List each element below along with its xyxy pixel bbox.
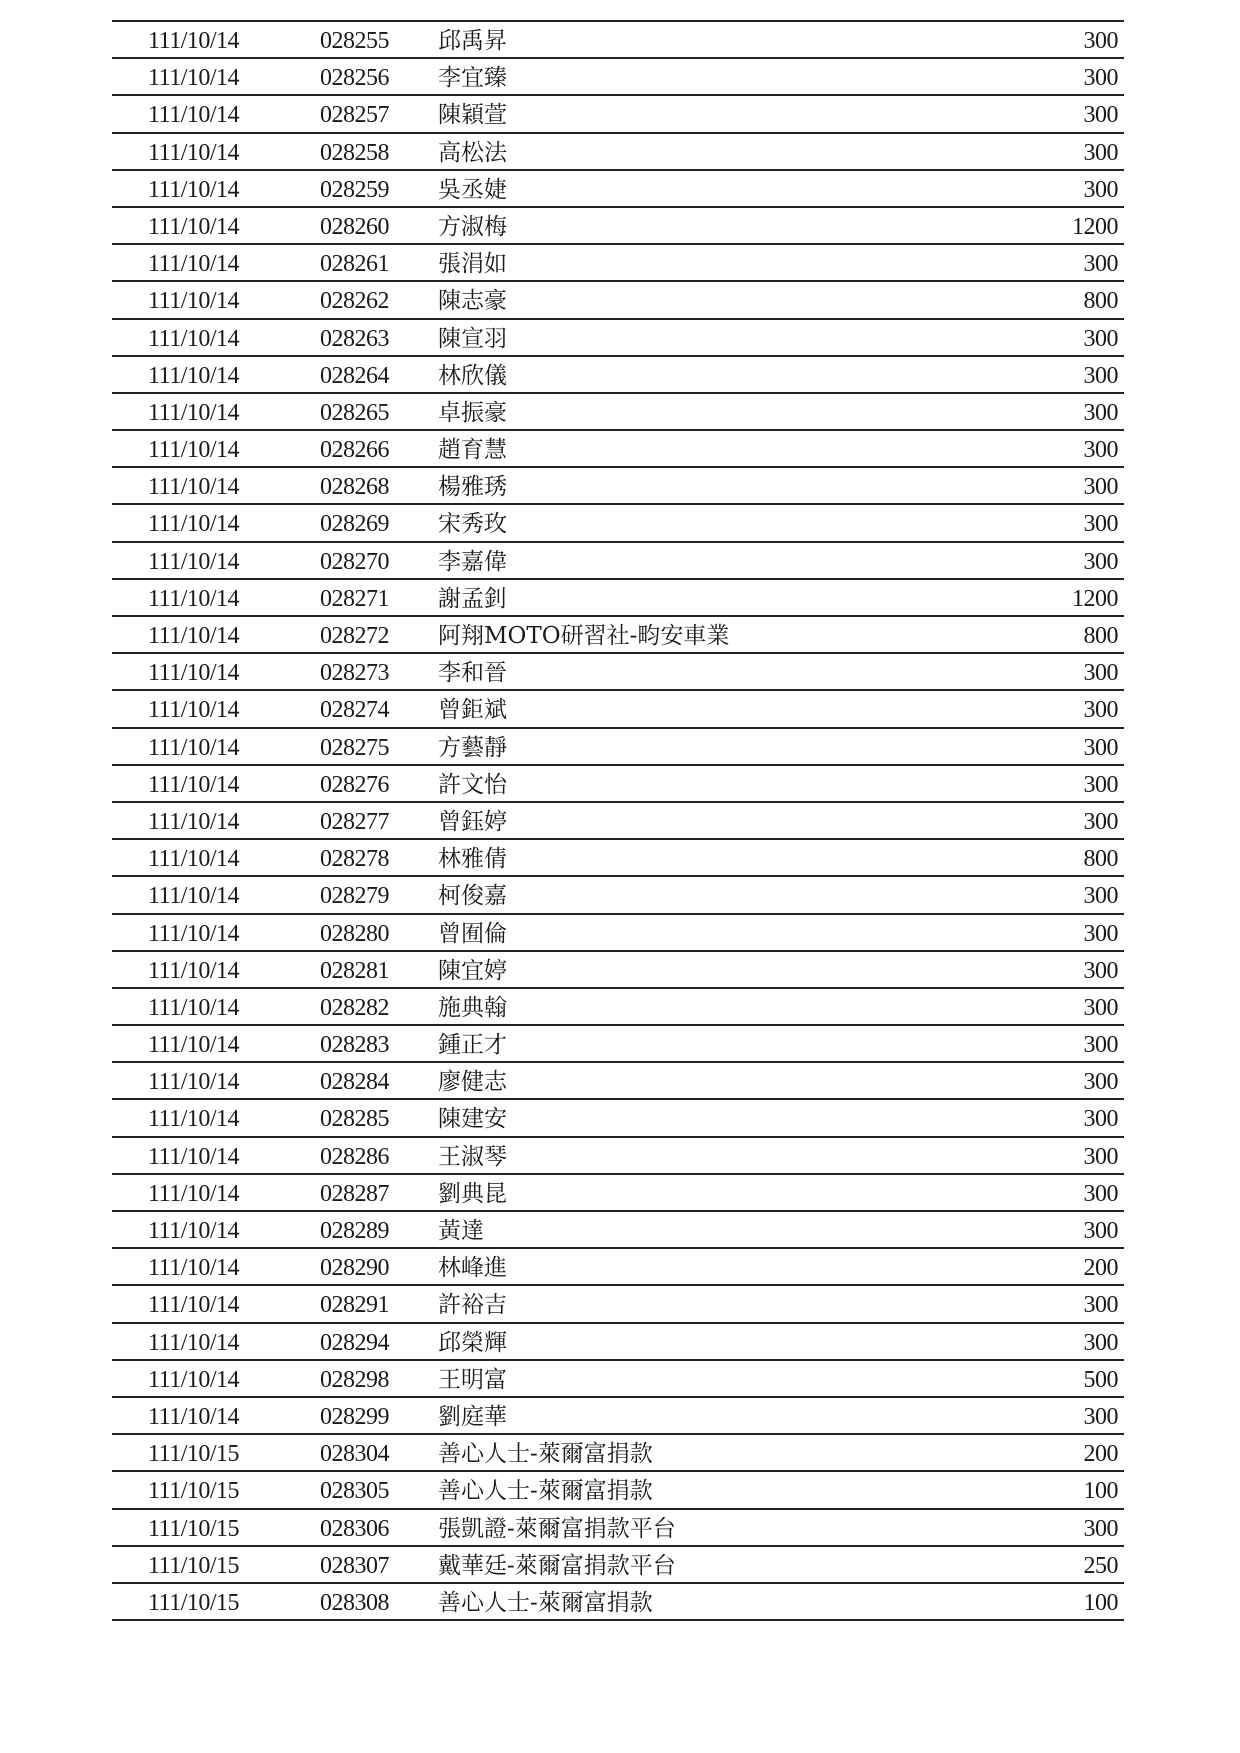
receipt-number-cell: 028262 <box>320 288 389 315</box>
amount-cell: 300 <box>1083 65 1118 92</box>
amount-cell: 300 <box>1083 139 1118 166</box>
receipt-number-cell: 028284 <box>320 1069 389 1096</box>
receipt-number-cell: 028294 <box>320 1329 389 1356</box>
donor-name-cell: 方藝靜 <box>438 734 507 761</box>
amount-cell: 300 <box>1083 1292 1118 1319</box>
amount-cell: 300 <box>1083 1032 1118 1059</box>
donor-name-cell: 戴華廷-萊爾富捐款平台 <box>438 1552 676 1579</box>
table-row <box>112 580 1124 617</box>
table-row <box>112 691 1124 728</box>
date-cell: 111/10/14 <box>148 660 240 687</box>
amount-cell: 800 <box>1083 288 1118 315</box>
amount-cell: 200 <box>1083 1441 1118 1468</box>
table-row <box>112 1547 1124 1584</box>
donor-name-cell: 張凱證-萊爾富捐款平台 <box>438 1515 676 1542</box>
date-cell: 111/10/14 <box>148 1180 240 1207</box>
amount-cell: 1200 <box>1072 213 1118 240</box>
receipt-number-cell: 028277 <box>320 808 389 835</box>
table-row <box>112 952 1124 989</box>
amount-cell: 300 <box>1083 1403 1118 1430</box>
table-row <box>112 1249 1124 1286</box>
date-cell: 111/10/15 <box>148 1515 240 1542</box>
amount-cell: 300 <box>1083 994 1118 1021</box>
receipt-number-cell: 028298 <box>320 1366 389 1393</box>
donor-name-cell: 曾鈺婷 <box>438 808 507 835</box>
donor-name-cell: 劉庭華 <box>438 1403 507 1430</box>
receipt-number-cell: 028271 <box>320 585 389 612</box>
table-row <box>112 1063 1124 1100</box>
date-cell: 111/10/14 <box>148 102 240 129</box>
donor-name-cell: 吳丞婕 <box>438 176 507 203</box>
table-row <box>112 505 1124 542</box>
date-cell: 111/10/14 <box>148 548 240 575</box>
amount-cell: 800 <box>1083 846 1118 873</box>
receipt-number-cell: 028290 <box>320 1255 389 1282</box>
amount-cell: 300 <box>1083 1515 1118 1542</box>
donor-name-cell: 林欣儀 <box>438 362 507 389</box>
amount-cell: 300 <box>1083 1143 1118 1170</box>
receipt-number-cell: 028278 <box>320 846 389 873</box>
date-cell: 111/10/15 <box>148 1552 240 1579</box>
date-cell: 111/10/14 <box>148 1329 240 1356</box>
table-row <box>112 989 1124 1026</box>
amount-cell: 100 <box>1083 1478 1118 1505</box>
amount-cell: 300 <box>1083 957 1118 984</box>
donor-name-cell: 李嘉偉 <box>438 548 507 575</box>
amount-cell: 1200 <box>1072 585 1118 612</box>
donor-name-cell: 黃達 <box>438 1218 484 1244</box>
amount-cell: 300 <box>1083 660 1118 687</box>
donor-name-cell: 謝孟釗 <box>438 585 507 612</box>
table-row <box>112 468 1124 505</box>
donor-name-cell: 廖健志 <box>438 1069 507 1096</box>
receipt-number-cell: 028275 <box>320 734 389 761</box>
amount-cell: 300 <box>1083 1180 1118 1207</box>
donor-name-cell: 林雅倩 <box>438 846 507 873</box>
date-cell: 111/10/14 <box>148 213 240 240</box>
date-cell: 111/10/14 <box>148 474 240 501</box>
date-cell: 111/10/14 <box>148 734 240 761</box>
receipt-number-cell: 028258 <box>320 139 389 166</box>
table-row <box>112 1472 1124 1509</box>
table-row <box>112 617 1124 654</box>
receipt-number-cell: 028291 <box>320 1292 389 1319</box>
donor-name-cell: 邱榮輝 <box>438 1329 507 1356</box>
donor-name-cell: 高松法 <box>438 139 507 166</box>
receipt-number-cell: 028259 <box>320 176 389 203</box>
table-row <box>112 1026 1124 1063</box>
date-cell: 111/10/14 <box>148 1292 240 1319</box>
receipt-number-cell: 028289 <box>320 1218 389 1244</box>
table-row <box>112 134 1124 171</box>
date-cell: 111/10/14 <box>148 288 240 315</box>
receipt-number-cell: 028282 <box>320 994 389 1021</box>
receipt-number-cell: 028269 <box>320 511 389 538</box>
donor-name-cell: 邱禹昇 <box>438 28 507 54</box>
receipt-number-cell: 028270 <box>320 548 389 575</box>
table-row <box>112 1100 1124 1137</box>
amount-cell: 300 <box>1083 1329 1118 1356</box>
donor-name-cell: 曾囿倫 <box>438 920 507 947</box>
table-row <box>112 1398 1124 1435</box>
receipt-number-cell: 028279 <box>320 883 389 910</box>
table-row <box>112 22 1124 59</box>
receipt-number-cell: 028287 <box>320 1180 389 1207</box>
amount-cell: 300 <box>1083 1106 1118 1133</box>
donor-name-cell: 宋秀玫 <box>438 511 507 538</box>
amount-cell: 300 <box>1083 1069 1118 1096</box>
donor-name-cell: 李宜臻 <box>438 65 507 92</box>
amount-cell: 100 <box>1083 1589 1118 1616</box>
amount-cell: 800 <box>1083 623 1118 649</box>
donor-name-cell: 陳宣羽 <box>438 325 507 352</box>
table-row <box>112 171 1124 208</box>
date-cell: 111/10/14 <box>148 28 240 54</box>
amount-cell: 500 <box>1083 1366 1118 1393</box>
amount-cell: 300 <box>1083 920 1118 947</box>
donor-name-cell: 善心人士-萊爾富捐款 <box>438 1589 653 1616</box>
donation-ledger-table <box>112 20 1124 1621</box>
date-cell: 111/10/14 <box>148 1069 240 1096</box>
receipt-number-cell: 028285 <box>320 1106 389 1133</box>
receipt-number-cell: 028266 <box>320 437 389 464</box>
date-cell: 111/10/14 <box>148 920 240 947</box>
date-cell: 111/10/14 <box>148 697 240 724</box>
donor-name-cell: 柯俊嘉 <box>438 883 507 910</box>
receipt-number-cell: 028274 <box>320 697 389 724</box>
amount-cell: 300 <box>1083 734 1118 761</box>
amount-cell: 300 <box>1083 474 1118 501</box>
date-cell: 111/10/14 <box>148 994 240 1021</box>
receipt-number-cell: 028273 <box>320 660 389 687</box>
date-cell: 111/10/14 <box>148 65 240 92</box>
date-cell: 111/10/15 <box>148 1589 240 1616</box>
date-cell: 111/10/14 <box>148 1143 240 1170</box>
date-cell: 111/10/14 <box>148 1255 240 1282</box>
donor-name-cell: 王淑琴 <box>438 1143 507 1170</box>
date-cell: 111/10/14 <box>148 362 240 389</box>
amount-cell: 300 <box>1083 697 1118 724</box>
receipt-number-cell: 028286 <box>320 1143 389 1170</box>
receipt-number-cell: 028263 <box>320 325 389 352</box>
table-row <box>112 543 1124 580</box>
receipt-number-cell: 028280 <box>320 920 389 947</box>
table-row <box>112 1584 1124 1621</box>
table-row <box>112 654 1124 691</box>
donor-name-cell: 卓振豪 <box>438 399 507 426</box>
donor-name-cell: 阿翔MOTO研習社-畇安車業 <box>438 623 730 649</box>
amount-cell: 300 <box>1083 808 1118 835</box>
table-row <box>112 1138 1124 1175</box>
date-cell: 111/10/14 <box>148 399 240 426</box>
donor-name-cell: 李和晉 <box>438 660 507 687</box>
date-cell: 111/10/14 <box>148 511 240 538</box>
table-row <box>112 320 1124 357</box>
donor-name-cell: 王明富 <box>438 1366 507 1393</box>
donor-name-cell: 陳建安 <box>438 1106 507 1133</box>
donor-name-cell: 劉典昆 <box>438 1180 507 1207</box>
donor-name-cell: 善心人士-萊爾富捐款 <box>438 1478 653 1505</box>
table-row <box>112 729 1124 766</box>
table-row <box>112 840 1124 877</box>
donor-name-cell: 林峰進 <box>438 1255 507 1282</box>
receipt-number-cell: 028276 <box>320 771 389 798</box>
receipt-number-cell: 028308 <box>320 1589 389 1616</box>
table-row <box>112 357 1124 394</box>
donor-name-cell: 善心人士-萊爾富捐款 <box>438 1441 653 1468</box>
date-cell: 111/10/14 <box>148 1218 240 1244</box>
date-cell: 111/10/14 <box>148 1366 240 1393</box>
donor-name-cell: 鍾正才 <box>438 1032 507 1059</box>
amount-cell: 300 <box>1083 362 1118 389</box>
amount-cell: 300 <box>1083 399 1118 426</box>
receipt-number-cell: 028264 <box>320 362 389 389</box>
table-row <box>112 1361 1124 1398</box>
table-row <box>112 431 1124 468</box>
donor-name-cell: 趙育慧 <box>438 437 507 464</box>
receipt-number-cell: 028283 <box>320 1032 389 1059</box>
donor-name-cell: 許文怡 <box>438 771 507 798</box>
receipt-number-cell: 028255 <box>320 28 389 54</box>
receipt-number-cell: 028260 <box>320 213 389 240</box>
amount-cell: 300 <box>1083 1218 1118 1244</box>
receipt-number-cell: 028281 <box>320 957 389 984</box>
table-row <box>112 915 1124 952</box>
amount-cell: 300 <box>1083 437 1118 464</box>
donor-name-cell: 許裕吉 <box>438 1292 507 1319</box>
donor-name-cell: 陳穎萱 <box>438 102 507 129</box>
receipt-number-cell: 028307 <box>320 1552 389 1579</box>
table-row <box>112 1175 1124 1212</box>
date-cell: 111/10/14 <box>148 623 240 649</box>
receipt-number-cell: 028272 <box>320 623 389 649</box>
amount-cell: 300 <box>1083 511 1118 538</box>
table-row <box>112 1435 1124 1472</box>
date-cell: 111/10/15 <box>148 1478 240 1505</box>
table-row <box>112 1324 1124 1361</box>
table-row <box>112 96 1124 133</box>
receipt-number-cell: 028304 <box>320 1441 389 1468</box>
table-row <box>112 803 1124 840</box>
date-cell: 111/10/14 <box>148 957 240 984</box>
date-cell: 111/10/15 <box>148 1441 240 1468</box>
date-cell: 111/10/14 <box>148 808 240 835</box>
date-cell: 111/10/14 <box>148 139 240 166</box>
amount-cell: 300 <box>1083 251 1118 278</box>
table-row <box>112 766 1124 803</box>
amount-cell: 300 <box>1083 325 1118 352</box>
amount-cell: 250 <box>1083 1552 1118 1579</box>
receipt-number-cell: 028257 <box>320 102 389 129</box>
date-cell: 111/10/14 <box>148 1106 240 1133</box>
table-row <box>112 394 1124 431</box>
donor-name-cell: 方淑梅 <box>438 213 507 240</box>
table-row <box>112 59 1124 96</box>
receipt-number-cell: 028256 <box>320 65 389 92</box>
amount-cell: 300 <box>1083 771 1118 798</box>
amount-cell: 300 <box>1083 102 1118 129</box>
table-row <box>112 1286 1124 1323</box>
receipt-number-cell: 028299 <box>320 1403 389 1430</box>
donor-name-cell: 陳志豪 <box>438 288 507 315</box>
amount-cell: 300 <box>1083 548 1118 575</box>
date-cell: 111/10/14 <box>148 251 240 278</box>
date-cell: 111/10/14 <box>148 1403 240 1430</box>
date-cell: 111/10/14 <box>148 437 240 464</box>
donor-name-cell: 楊雅琇 <box>438 474 507 501</box>
receipt-number-cell: 028305 <box>320 1478 389 1505</box>
date-cell: 111/10/14 <box>148 325 240 352</box>
donor-name-cell: 曾鉅斌 <box>438 697 507 724</box>
amount-cell: 300 <box>1083 883 1118 910</box>
receipt-number-cell: 028261 <box>320 251 389 278</box>
table-row <box>112 282 1124 319</box>
amount-cell: 200 <box>1083 1255 1118 1282</box>
donor-name-cell: 陳宜婷 <box>438 957 507 984</box>
date-cell: 111/10/14 <box>148 1032 240 1059</box>
receipt-number-cell: 028306 <box>320 1515 389 1542</box>
date-cell: 111/10/14 <box>148 846 240 873</box>
table-row <box>112 877 1124 914</box>
date-cell: 111/10/14 <box>148 883 240 910</box>
date-cell: 111/10/14 <box>148 176 240 203</box>
donor-name-cell: 施典翰 <box>438 994 507 1021</box>
donor-name-cell: 張涓如 <box>438 251 507 278</box>
receipt-number-cell: 028268 <box>320 474 389 501</box>
table-row <box>112 208 1124 245</box>
table-row <box>112 1510 1124 1547</box>
amount-cell: 300 <box>1083 176 1118 203</box>
table-row <box>112 1212 1124 1249</box>
table-row <box>112 245 1124 282</box>
amount-cell: 300 <box>1083 28 1118 54</box>
date-cell: 111/10/14 <box>148 771 240 798</box>
receipt-number-cell: 028265 <box>320 399 389 426</box>
date-cell: 111/10/14 <box>148 585 240 612</box>
